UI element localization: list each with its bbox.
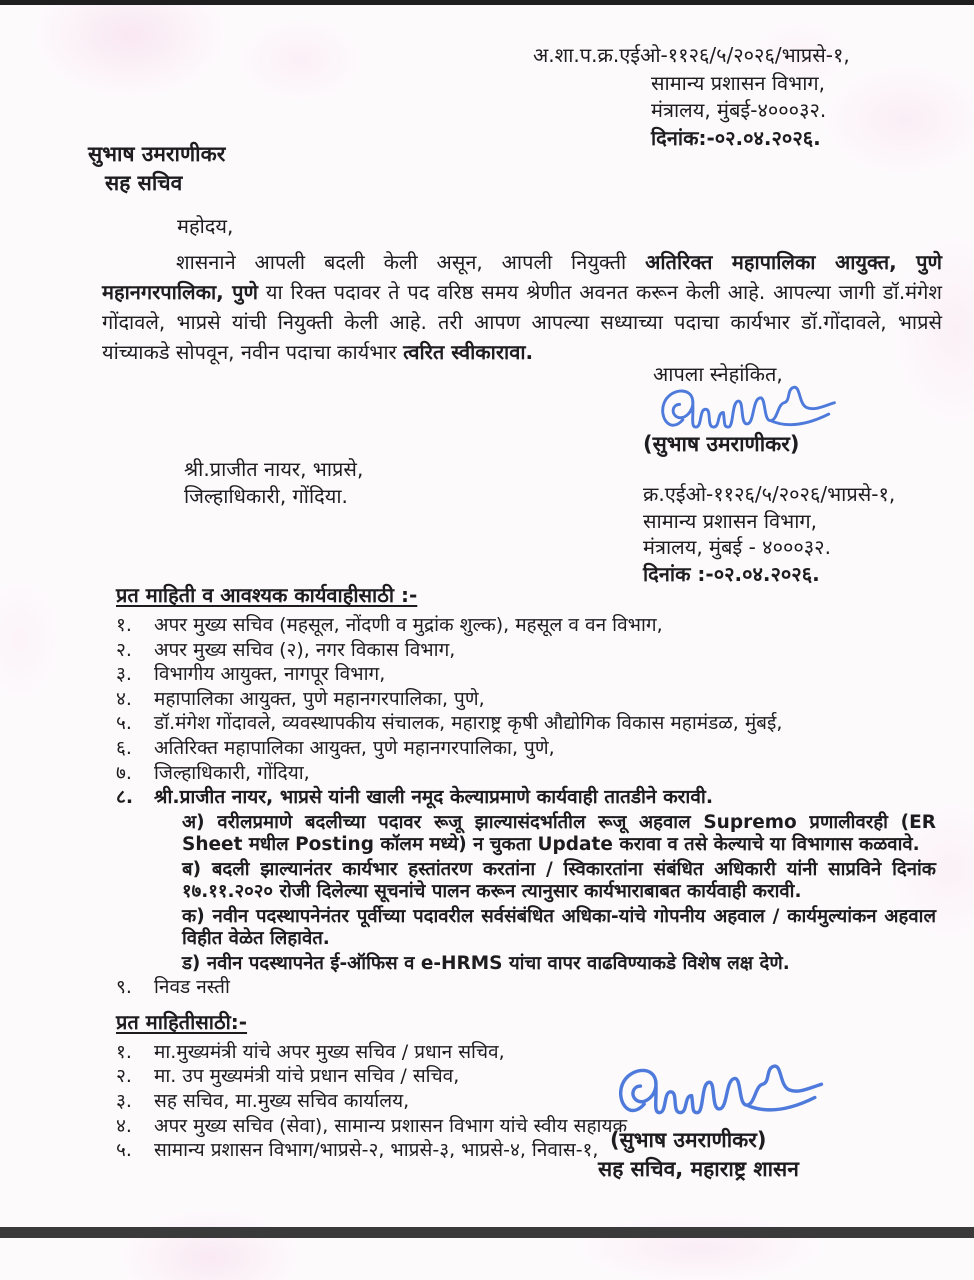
list-item bbox=[116, 687, 942, 712]
item-text: श्री.प्राजीत नायर, भाप्रसे यांनी खाली नमूद केल्याप्रमाणे कार्यवाही तातडीने करावी. bbox=[154, 786, 714, 809]
sub-item-label: क) bbox=[182, 905, 205, 927]
list-item-instruction bbox=[116, 785, 942, 810]
salutation: महोदय, bbox=[177, 214, 234, 238]
signature-ink-top bbox=[646, 376, 851, 436]
list-item bbox=[116, 975, 942, 1000]
item-number: ६. bbox=[116, 736, 132, 759]
item-text: महापालिका आयुक्त, पुणे महानगरपालिका, पुणे, bbox=[154, 687, 485, 710]
item-text: अतिरिक्त महापालिका आयुक्त, पुणे महानगरपालिका, पुणे, bbox=[154, 736, 555, 759]
sub-item-d bbox=[182, 953, 936, 976]
item-text: अपर मुख्य सचिव (सेवा), सामान्य प्रशासन विभाग यांचे स्वीय सहायक bbox=[154, 1114, 628, 1137]
item-number: ९. bbox=[116, 976, 132, 999]
copy-action-title: प्रत माहिती व आवश्यक कार्यवाहीसाठी :- bbox=[116, 583, 418, 607]
item-number: १. bbox=[116, 1040, 132, 1063]
item-text: अपर मुख्य सचिव (महसूल, नोंदणी व मुद्रांक शुल्क), महसूल व वन विभाग, bbox=[154, 614, 663, 636]
item-text: सह सचिव, मा.मुख्य सचिव कार्यालय, bbox=[154, 1090, 410, 1113]
recipient-designation: जिल्हाधिकारी, गोंदिया. bbox=[184, 484, 348, 508]
scan-edge-bottom bbox=[0, 1227, 974, 1238]
body-segment-4-bold: त्वरित स्वीकारावा. bbox=[403, 340, 534, 364]
item-number: ४. bbox=[116, 687, 132, 710]
sub-item-text: नवीन पदस्थापनेत ई-ऑफिस व e-HRMS यांचा वापर वाढविण्याकडे विशेष लक्ष देणे. bbox=[206, 952, 790, 974]
item-text: मा. उप मुख्यमंत्री यांचे प्रधान सचिव / सचिव, bbox=[154, 1065, 460, 1088]
recipient-name: श्री.प्राजीत नायर, भाप्रसे, bbox=[184, 457, 364, 481]
item-text: निवड नस्ती bbox=[154, 976, 230, 999]
list-item bbox=[116, 662, 942, 687]
item-text: मा.मुख्यमंत्री यांचे अपर मुख्य सचिव / प्रधान सचिव, bbox=[154, 1040, 505, 1063]
item-number: ५. bbox=[116, 1139, 132, 1162]
sub-item-k bbox=[182, 906, 936, 951]
item-text: अपर मुख्य सचिव (२), नगर विकास विभाग, bbox=[154, 638, 456, 661]
sub-item-text: वरीलप्रमाणे बदलीच्या पदावर रूजू झाल्यासंदर्भातील रूजू अहवाल Supremo प्रणालीवरही (ER Sheet मधील Posting कॉलम मध्ये) न चुकता Update करावा व तसे केल्याचे या विभागास कळवावे. bbox=[182, 811, 936, 856]
item-number: ४. bbox=[116, 1114, 132, 1137]
sub-item-a bbox=[182, 812, 936, 857]
date-line: दिनांक:-०२.०४.२०२६. bbox=[651, 125, 821, 150]
item-text: जिल्हाधिकारी, गोंदिया, bbox=[154, 761, 310, 784]
body-paragraph bbox=[102, 247, 942, 367]
list-item bbox=[116, 711, 942, 736]
sender-designation: सह सचिव bbox=[105, 171, 183, 195]
sub-item-label: अ) bbox=[182, 811, 205, 833]
sub-item-label: ड) bbox=[182, 952, 201, 974]
body-segment-3: या रिक्त पदावर ते पद वरिष्ठ समय श्रेणीत अवनत करून केली आहे. आपल्या जागी डॉ.मंगेश गोंदावले, भाप्रसे यांची नियुक्ती केली आहे. तरी आपण आपल्या सध्याच्या पदाचा कार्यभार डॉ.गोंदावले, भाप्रसे यांच्याकडे सोपवून, नवीन पदाचा कार्यभार bbox=[102, 280, 942, 364]
signature-designation-bottom: सह सचिव, महाराष्ट्र शासन bbox=[598, 1157, 799, 1181]
reference-number-mid: क्र.एईओ-११२६/५/२०२६/भाप्रसे-१, bbox=[643, 482, 896, 506]
list-item bbox=[116, 613, 942, 638]
signature-name-bottom: (सुभाष उमराणीकर) bbox=[610, 1128, 767, 1152]
item-number: ३. bbox=[116, 663, 132, 686]
sub-item-text: बदली झाल्यानंतर कार्यभार हस्तांतरण करतांना / स्विकारतांना संबंधित अधिकारी यांनी साप्रविने दिनांक १७.११.२०२० रोजी दिलेल्या सूचनांचे पालन करून त्यानुसार कार्यभाराबाबत कार्यवाही करावी. bbox=[182, 858, 936, 903]
list-item bbox=[116, 638, 942, 663]
signature-name-top: (सुभाष उमराणीकर) bbox=[643, 432, 800, 456]
list-item bbox=[116, 1138, 942, 1163]
item-number: ७. bbox=[116, 761, 132, 784]
item-number: ३. bbox=[116, 1090, 132, 1113]
item-text: विभागीय आयुक्त, नागपूर विभाग, bbox=[154, 663, 386, 686]
list-item bbox=[116, 761, 942, 786]
sub-item-b bbox=[182, 859, 936, 904]
copy-info-title: प्रत माहितीसाठी:- bbox=[116, 1009, 248, 1034]
body-segment-2-bold: अतिरिक्त महापालिका आयुक्त, पुणे महानगरपालिका, पुणे bbox=[102, 250, 942, 304]
sub-item-text: नवीन पदस्थापनेनंतर पूर्वीच्या पदावरील सर्वसंबंधित अधिका-यांचे गोपनीय अहवाल / कार्यमुल्यांकन अहवाल विहीत वेळेत लिहावेत. bbox=[182, 905, 936, 950]
item-number: २. bbox=[116, 638, 132, 661]
sender-name: सुभाष उमराणीकर bbox=[88, 142, 226, 166]
department-line-mid: सामान्य प्रशासन विभाग, bbox=[643, 508, 817, 533]
date-line-mid: दिनांक :-०२.०४.२०२६. bbox=[643, 561, 820, 586]
body-segment-1: शासनाने आपली बदली केली असून, आपली नियुक्ती bbox=[176, 250, 646, 274]
item-number: ५. bbox=[116, 712, 132, 735]
list-item bbox=[116, 736, 942, 761]
item-number: ८. bbox=[116, 786, 134, 809]
item-number: १. bbox=[116, 614, 132, 636]
item-text: डॉ.मंगेश गोंदावले, व्यवस्थापकीय संचालक, महाराष्ट्र कृषी औद्योगिक विकास महामंडळ, मुंबई, bbox=[154, 712, 783, 735]
item-number: २. bbox=[116, 1065, 132, 1088]
recipient-block bbox=[184, 456, 363, 510]
closing-phrase: आपला स्नेहांकित, bbox=[653, 362, 783, 386]
signature-ink-bottom bbox=[612, 1052, 830, 1124]
reference-number: अ.शा.प.क्र.एईओ-११२६/५/२०२६/भाप्रसे-१, bbox=[533, 43, 850, 67]
sender-block bbox=[88, 140, 225, 198]
department-line: सामान्य प्रशासन विभाग, bbox=[651, 70, 825, 95]
reference-block-top bbox=[533, 42, 850, 152]
item-text: सामान्य प्रशासन विभाग/भाप्रसे-२, भाप्रसे-३, भाप्रसे-४, निवास-१, bbox=[154, 1139, 599, 1162]
address-line: मंत्रालय, मुंबई-४०००३२. bbox=[651, 98, 827, 122]
reference-block-mid bbox=[643, 481, 895, 587]
sub-item-label: ब) bbox=[182, 858, 202, 880]
scan-edge-top bbox=[0, 0, 974, 5]
address-line-mid: मंत्रालय, मुंबई - ४०००३२. bbox=[643, 535, 831, 559]
